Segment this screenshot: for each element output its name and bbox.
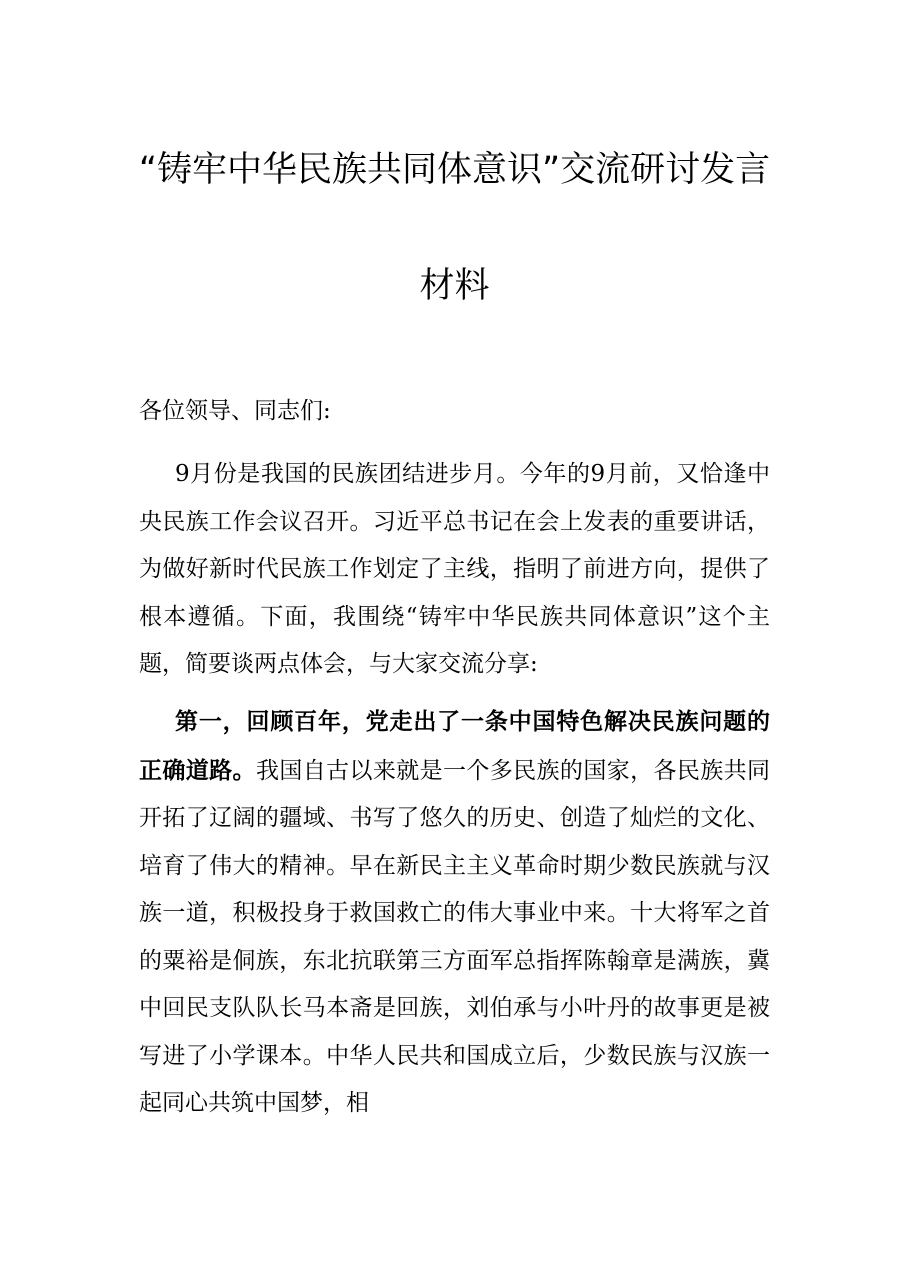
document-title-line1: “铸牢中华民族共同体意识”交流研讨发言 <box>138 150 771 190</box>
paragraph-first-point-body: 我国自古以来就是一个多民族的国家，各民族共同开拓了辽阔的疆域、书写了悠久的历史、创造了灿烂的文化、培育了伟大的精神。早在新民主主义革命时期少数民族就与汉族一道，积极投身于救国救亡的伟大事业中来。十大将军之首的粟裕是侗族，东北抗联第三方面军总指挥陈翰章是满族，冀中回民支队队长马本斋是回族，刘伯承与小叶丹的故事更是被写进了小学课本。中华人民共和国成立后，少数民族与汉族一起同心共筑中国梦，相 <box>139 757 771 1116</box>
paragraph-intro: 9月份是我国的民族团结进步月。今年的9月前，又恰逢中央民族工作会议召开。习近平总书记在会上发表的重要讲话，为做好新时代民族工作划定了主线，指明了前进方向，提供了根本遵循。下面，我围绕“铸牢中华民族共同体意识”这个主题，简要谈两点体会，与大家交流分享: <box>139 461 770 677</box>
paragraph-first-point <box>139 698 770 1128</box>
salutation: 各位领导、同志们: <box>139 398 331 424</box>
document-title-line2: 材料 <box>419 266 490 306</box>
paragraph-first-point-heading: 第一，回顾百年，党走出了一条中国特色解决民族问题的正确道路。 <box>139 708 770 784</box>
